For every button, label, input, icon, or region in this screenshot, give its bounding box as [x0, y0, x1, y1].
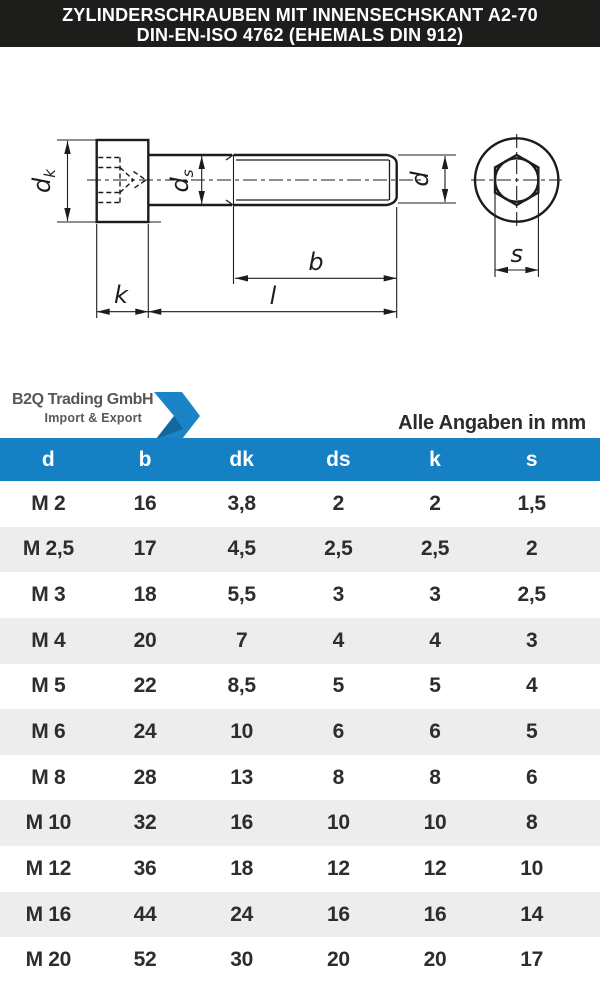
table-cell: 17	[520, 948, 544, 972]
table-cell: 4	[429, 628, 441, 652]
logo-company-name: B2Q Trading GmbH	[12, 391, 154, 408]
table-cell: 3,8	[227, 491, 256, 515]
table-cell: M 16	[25, 902, 72, 926]
table-cell: M 20	[25, 948, 72, 972]
technical-drawing	[0, 0, 600, 360]
title-line-1: ZYLINDERSCHRAUBEN MIT INNENSECHSKANT A2-70	[62, 5, 538, 25]
table-cell: 6	[429, 720, 441, 744]
table-cell: 10	[520, 856, 544, 880]
dim-label-l: l	[269, 282, 277, 310]
table-row	[0, 664, 600, 710]
table-cell: 5	[332, 674, 345, 698]
table-cell: 14	[520, 902, 544, 926]
dim-label-k: k	[114, 281, 128, 309]
table-cell: M 2,5	[22, 537, 74, 561]
dim-label-d: d	[406, 171, 434, 187]
table-cell: 24	[133, 720, 157, 744]
table-cell: 8	[332, 765, 345, 789]
table-cell: M 12	[25, 856, 72, 880]
screw-end-view	[471, 134, 562, 226]
column-header-b: b	[138, 447, 152, 471]
table-cell: 4	[525, 674, 538, 698]
table-cell: 44	[133, 902, 157, 926]
column-header-d: d	[41, 447, 55, 471]
table-cell: 12	[423, 856, 447, 880]
table-cell: 13	[230, 765, 254, 789]
dimension-table	[0, 438, 600, 983]
table-row	[0, 527, 600, 573]
dimension-l	[148, 207, 396, 318]
table-cell: 28	[133, 765, 157, 789]
table-cell: 10	[423, 811, 447, 835]
table-cell: 2,5	[517, 583, 546, 607]
dim-label-b: b	[308, 248, 324, 276]
table-cell: 36	[133, 856, 157, 880]
dim-label-s: s	[510, 240, 523, 268]
dim-label-dk: $d_k$	[28, 169, 59, 193]
table-cell: 20	[423, 948, 447, 972]
table-cell: M 5	[31, 674, 66, 698]
table-cell: 16	[230, 811, 254, 835]
table-cell: 3	[332, 583, 345, 607]
table-cell: 1,5	[517, 491, 546, 515]
table-cell: 8	[429, 765, 441, 789]
company-logo	[12, 391, 154, 425]
dimension-k	[97, 224, 149, 318]
logo-chevron-icon	[146, 389, 206, 441]
table-cell: 8,5	[227, 674, 256, 698]
table-cell: 7	[235, 628, 248, 652]
table-cell: 30	[230, 948, 254, 972]
table-cell: 10	[230, 720, 254, 744]
dim-label-ds: $d_s$	[166, 169, 197, 193]
table-cell: 2,5	[420, 537, 450, 561]
table-cell: 8	[525, 811, 538, 835]
table-cell: 4	[332, 628, 345, 652]
title-line-2: DIN-EN-ISO 4762 (EHEMALS DIN 912)	[136, 25, 464, 45]
table-row	[0, 481, 600, 527]
table-cell: 5,5	[227, 583, 256, 607]
table-row	[0, 618, 600, 664]
table-cell: 24	[230, 902, 254, 926]
dimension-d	[398, 155, 456, 203]
table-cell: 16	[133, 491, 157, 515]
units-note: Alle Angaben in mm	[398, 412, 586, 434]
table-row	[0, 800, 600, 846]
table-cell: M 6	[31, 720, 66, 744]
table-cell: 5	[525, 720, 538, 744]
table-cell: 12	[326, 856, 350, 880]
column-header-s: s	[525, 447, 538, 471]
table-cell: 22	[133, 674, 157, 698]
dimension-b	[234, 155, 397, 284]
table-cell: 17	[133, 537, 157, 561]
table-cell: M 2	[31, 491, 66, 515]
table-cell: 20	[133, 628, 157, 652]
table-cell: 6	[332, 720, 345, 744]
table-row	[0, 892, 600, 938]
table-row	[0, 709, 600, 755]
screw-side-view	[97, 140, 397, 222]
table-body	[0, 481, 600, 983]
logo-tagline: Import & Export	[44, 411, 142, 425]
column-header-k: k	[429, 447, 441, 471]
table-cell: 2	[429, 491, 441, 515]
table-cell: 32	[133, 811, 157, 835]
table-header-row	[0, 438, 600, 481]
table-cell: 18	[230, 856, 254, 880]
table-cell: M 3	[31, 583, 66, 607]
table-cell: 10	[326, 811, 350, 835]
table-row	[0, 572, 600, 618]
table-cell: 16	[423, 902, 447, 926]
column-header-dk: dk	[229, 447, 254, 471]
table-cell: 5	[429, 674, 441, 698]
table-cell: 3	[525, 628, 538, 652]
table-cell: M 10	[25, 811, 72, 835]
table-cell: 2	[525, 537, 538, 561]
dimension-dk	[28, 140, 161, 222]
table-cell: 16	[326, 902, 350, 926]
table-cell: 20	[326, 948, 350, 972]
table-cell: 6	[525, 765, 538, 789]
table-cell: 2	[332, 491, 345, 515]
table-row	[0, 846, 600, 892]
table-cell: 3	[429, 583, 441, 607]
table-cell: 4,5	[227, 537, 256, 561]
table-cell: 52	[133, 948, 157, 972]
table-cell: 18	[133, 583, 157, 607]
table-row	[0, 755, 600, 801]
table-cell: M 8	[31, 765, 66, 789]
table-cell: 2,5	[324, 537, 353, 561]
table-row	[0, 937, 600, 983]
column-header-ds: ds	[326, 447, 351, 471]
table-cell: M 4	[31, 628, 66, 652]
